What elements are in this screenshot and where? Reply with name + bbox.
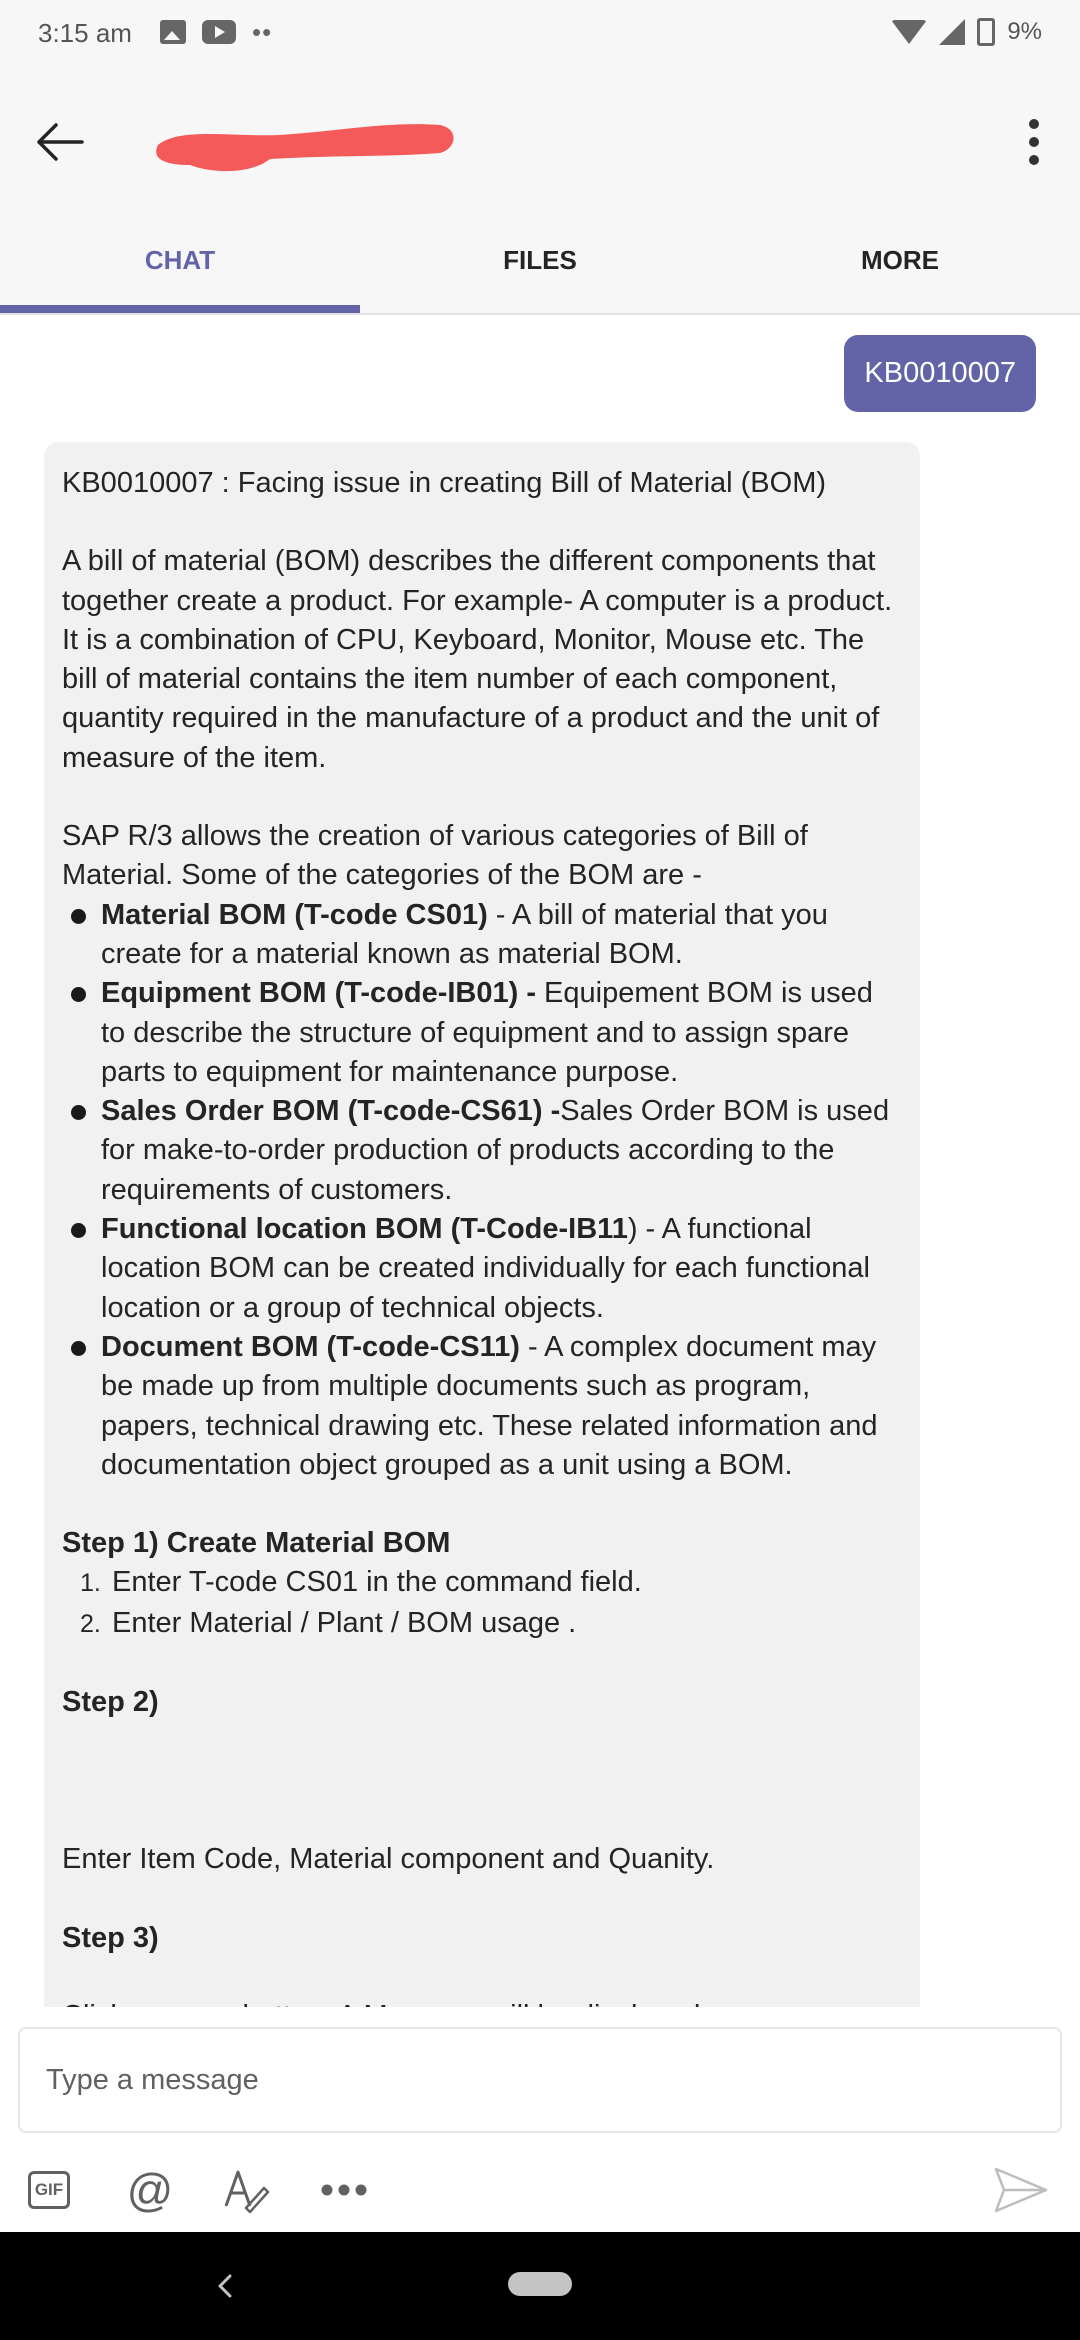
chat-header bbox=[0, 70, 1080, 220]
message-intro: A bill of material (BOM) describes the different components that together create a product. For example- A computer is a product. It is a combination of CPU, Keyboard, Monitor, Mouse etc. The bill of material contains the item number of each component, quantity required in the manufacture of a product and the unit of measure of the item. bbox=[62, 545, 893, 774]
step2-text: Enter Item Code, Material component and Quanity. bbox=[62, 1843, 715, 1876]
nav-home-pill[interactable] bbox=[508, 2272, 572, 2296]
notification-icons bbox=[160, 17, 273, 47]
format-text-icon[interactable] bbox=[216, 2157, 276, 2223]
list-item: Functional location BOM (T-Code-IB11) - A functional location BOM can be created individually for each functional location or a group of technical objects. bbox=[62, 1210, 902, 1328]
nav-back-icon[interactable] bbox=[200, 2258, 250, 2314]
signal-icon bbox=[939, 19, 965, 45]
message-title: KB0010007 : Facing issue in creating Bill of Material (BOM) bbox=[62, 467, 827, 499]
system-nav-bar bbox=[0, 2232, 1080, 2340]
list-item: 2. Enter Material / Plant / BOM usage . bbox=[80, 1606, 577, 1639]
send-icon[interactable] bbox=[988, 2157, 1054, 2223]
more-horizontal-icon[interactable] bbox=[314, 2157, 374, 2223]
list-item: 1. Enter T-code CS01 in the command field. bbox=[80, 1566, 642, 1599]
step2-title: Step 2) bbox=[62, 1686, 159, 1719]
received-message[interactable] bbox=[44, 442, 920, 2042]
chat-messages[interactable] bbox=[0, 317, 1080, 2007]
status-bar bbox=[0, 0, 1080, 70]
chat-title-redacted bbox=[150, 115, 460, 185]
image-icon bbox=[160, 20, 186, 44]
list-item: Material BOM (T-code CS01) - A bill of material that you create for a material known as material BOM. bbox=[62, 896, 902, 975]
sent-message[interactable]: KB0010007 bbox=[844, 335, 1036, 412]
tab-bar bbox=[0, 220, 1080, 315]
step1-list bbox=[62, 1563, 902, 1644]
step3-title: Step 3) bbox=[62, 1921, 159, 1954]
list-item: Equipment BOM (T-code-IB01) - Equipement BOM is used to describe the structure of equipment and to assign spare parts to equipment for maintenance purpose. bbox=[62, 974, 902, 1092]
gif-icon: GIF bbox=[28, 2171, 70, 2209]
more-notifications-icon: •• bbox=[252, 17, 273, 47]
youtube-icon bbox=[202, 20, 236, 44]
system-icons bbox=[891, 18, 1042, 46]
bom-categories-list bbox=[62, 896, 902, 1485]
at-mention-icon[interactable]: @ bbox=[126, 2164, 174, 2216]
message-input[interactable]: Type a message bbox=[18, 2027, 1062, 2133]
back-button[interactable] bbox=[30, 110, 94, 174]
battery-icon bbox=[977, 18, 995, 46]
tab-files[interactable]: FILES bbox=[503, 245, 577, 275]
arrow-left-icon bbox=[30, 110, 94, 174]
list-item: Document BOM (T-code-CS11) - A complex document may be made up from multiple documents such as program, papers, technical drawing etc. These related information and documentation object grouped as a unit using a BOM. bbox=[62, 1328, 902, 1485]
more-vertical-icon[interactable] bbox=[1004, 110, 1064, 174]
wifi-icon bbox=[891, 20, 927, 44]
status-time: 3:15 am bbox=[38, 18, 132, 48]
compose-area bbox=[0, 2007, 1080, 2232]
battery-percent: 9% bbox=[1007, 18, 1042, 45]
tab-more[interactable]: MORE bbox=[861, 245, 939, 275]
categories-intro: SAP R/3 allows the creation of various categories of Bill of Material. Some of the categories of the BOM are - bbox=[62, 820, 808, 892]
list-item: Sales Order BOM (T-code-CS61) -Sales Order BOM is used for make-to-order production of products according to the requirements of customers. bbox=[62, 1092, 902, 1210]
tab-chat[interactable]: CHAT bbox=[0, 220, 360, 313]
gif-button[interactable] bbox=[26, 2157, 72, 2223]
step2-image-placeholder bbox=[62, 1722, 902, 1840]
step1-title: Step 1) Create Material BOM bbox=[62, 1527, 451, 1560]
